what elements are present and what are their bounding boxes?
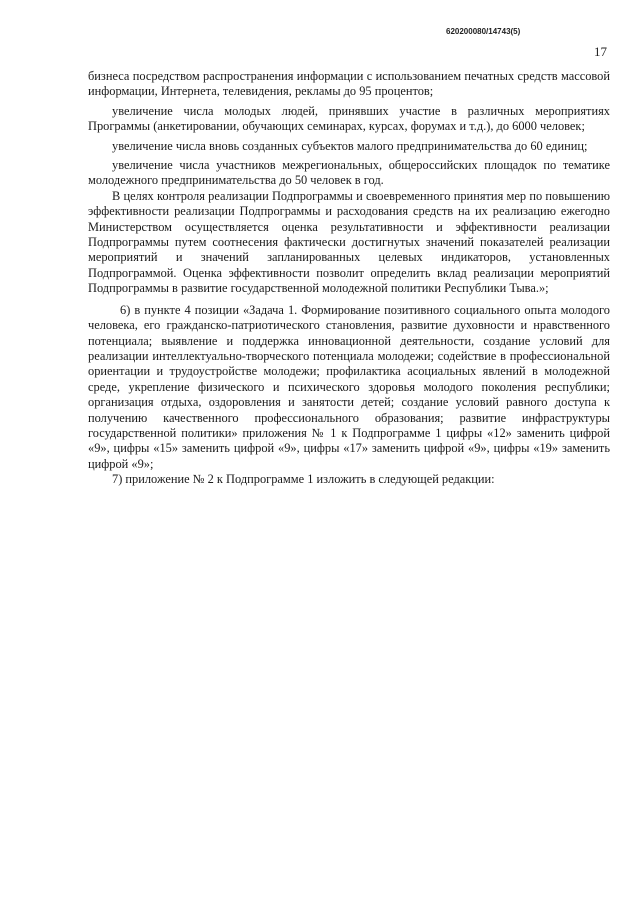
paragraph-participants: увеличение числа молодых людей, принявших участие в различных мероприятиях Программы (анкетировании, обучающих семинарах, курсах, форумах и т.д.), до 6000 человек;	[88, 103, 610, 134]
paragraph-item-7: 7) приложение № 2 к Подпрограмме 1 изложить в следующей редакции:	[112, 472, 495, 487]
document-body	[88, 69, 610, 488]
paragraph-continuation: бизнеса посредством распространения информации с использованием печатных средств массовой информации, Интернета, телевидения, рекламы до 95 процентов;	[88, 69, 610, 99]
document-code: 620200080/14743(5)	[446, 27, 521, 36]
paragraph-control: В целях контроля реализации Подпрограммы и своевременного принятия мер по повышению эффективности реализации Подпрограммы и расходования средств на их реализацию ежегодно Министерством осуществляется оценка результативности и эффективности реализации Подпрограммы путем соотнесения фактически достигнутых значений показателей реализации мероприятий и значений запланированных целевых индикаторов, установленных Подпрограммой. Оценка эффективности позволит определить вклад реализации мероприятий Подпрограммы в развитие государственной молодежной политики Республики Тыва.»;	[88, 188, 610, 296]
paragraph-interregional: увеличение числа участников межрегиональных, общероссийских площадок по тематике молодежного предпринимательства до 50 человек в год.	[88, 158, 610, 188]
page-number: 17	[594, 44, 607, 59]
paragraph-small-business: увеличение числа вновь созданных субъектов малого предпринимательства до 60 единиц;	[112, 138, 588, 153]
paragraph-item-6: 6) в пункте 4 позиции «Задача 1. Формирование позитивного социального опыта молодого человека, его гражданско-патриотического становления, развитие духовности и нравственного потенциала; выявление и поддержка инновационной деятельности, создание условий для реализации интеллектуально-творческого потенциала молодежи; содействие в профессиональной ориентации и трудоустройстве молодежи; профилактика асоциальных явлений в молодежной среде, укрепление физического и психического здоровья молодого поколения республики; организация отдыха, оздоровления и занятости детей; создание условий равного доступа к получению качественного профессионального образования; развитие инфраструктуры государственной политики» приложения № 1 к Подпрограмме 1 цифры «12» заменить цифрой «9», цифры «15» заменить цифрой «9», цифры «17» заменить цифрой «9», цифры «19» заменить цифрой «9»;	[88, 302, 610, 471]
